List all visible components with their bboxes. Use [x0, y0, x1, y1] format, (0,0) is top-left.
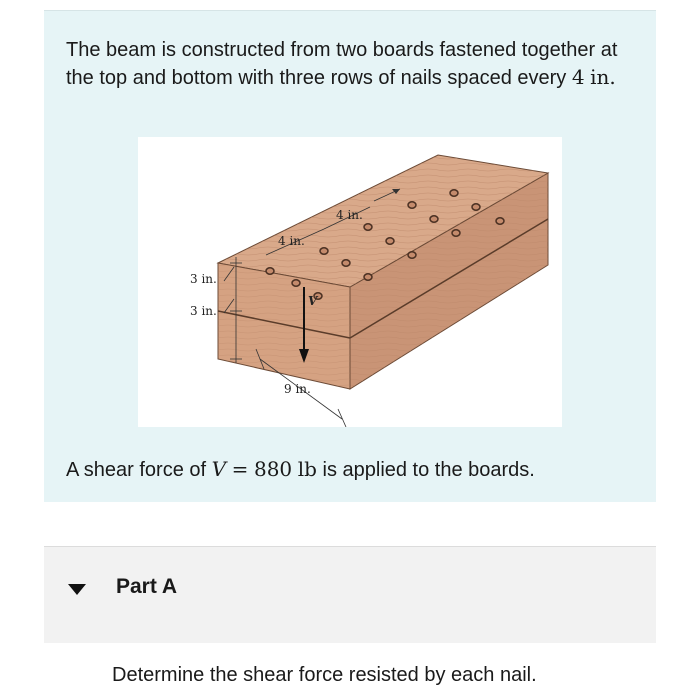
shear-force-statement: [66, 455, 535, 484]
nail-head: [266, 268, 274, 274]
dim-top-height: 3 in.: [190, 272, 217, 286]
part-a-panel: [44, 546, 656, 643]
nail-head: [364, 274, 372, 280]
beam-figure: [138, 137, 562, 427]
shear-value: 880: [253, 457, 293, 481]
nail-head: [292, 280, 300, 286]
spacing-value: 4: [571, 65, 585, 89]
nail-head: [320, 248, 328, 254]
intro-end: .: [609, 65, 616, 89]
intro-text: The beam is constructed from two boards fastened together at the top and bottom with three rows of nails spaced every: [66, 39, 618, 89]
part-question: Determine the shear force resisted by each nail.: [112, 664, 537, 686]
dim-spacing-short: 4 in.: [278, 234, 305, 248]
collapse-toggle[interactable]: [66, 579, 88, 599]
beam-diagram: [138, 137, 562, 427]
shear-suffix: is applied to the boards.: [322, 459, 535, 481]
nail-head: [496, 218, 504, 224]
nail-head: [342, 260, 350, 266]
nail-head: [452, 230, 460, 236]
nail-head: [472, 204, 480, 210]
nail-head: [430, 216, 438, 222]
shear-prefix: A shear force of: [66, 459, 207, 481]
shear-equals: =: [231, 457, 249, 481]
problem-card: [44, 10, 656, 502]
problem-statement: [66, 37, 626, 92]
spacing-unit: in: [590, 65, 610, 89]
shear-unit: lb: [297, 457, 317, 481]
dim-width: 9 in.: [284, 382, 311, 396]
dim-spacing-long: 4 in.: [336, 208, 363, 222]
caret-down-icon: [68, 584, 86, 595]
dim-bottom-height: 3 in.: [190, 304, 217, 318]
nail-head: [450, 190, 458, 196]
nail-head: [386, 238, 394, 244]
shear-variable: V: [211, 457, 227, 481]
nail-head: [408, 202, 416, 208]
part-label[interactable]: Part A: [116, 575, 178, 598]
force-label: V: [308, 294, 318, 308]
nail-head: [408, 252, 416, 258]
nail-head: [364, 224, 372, 230]
